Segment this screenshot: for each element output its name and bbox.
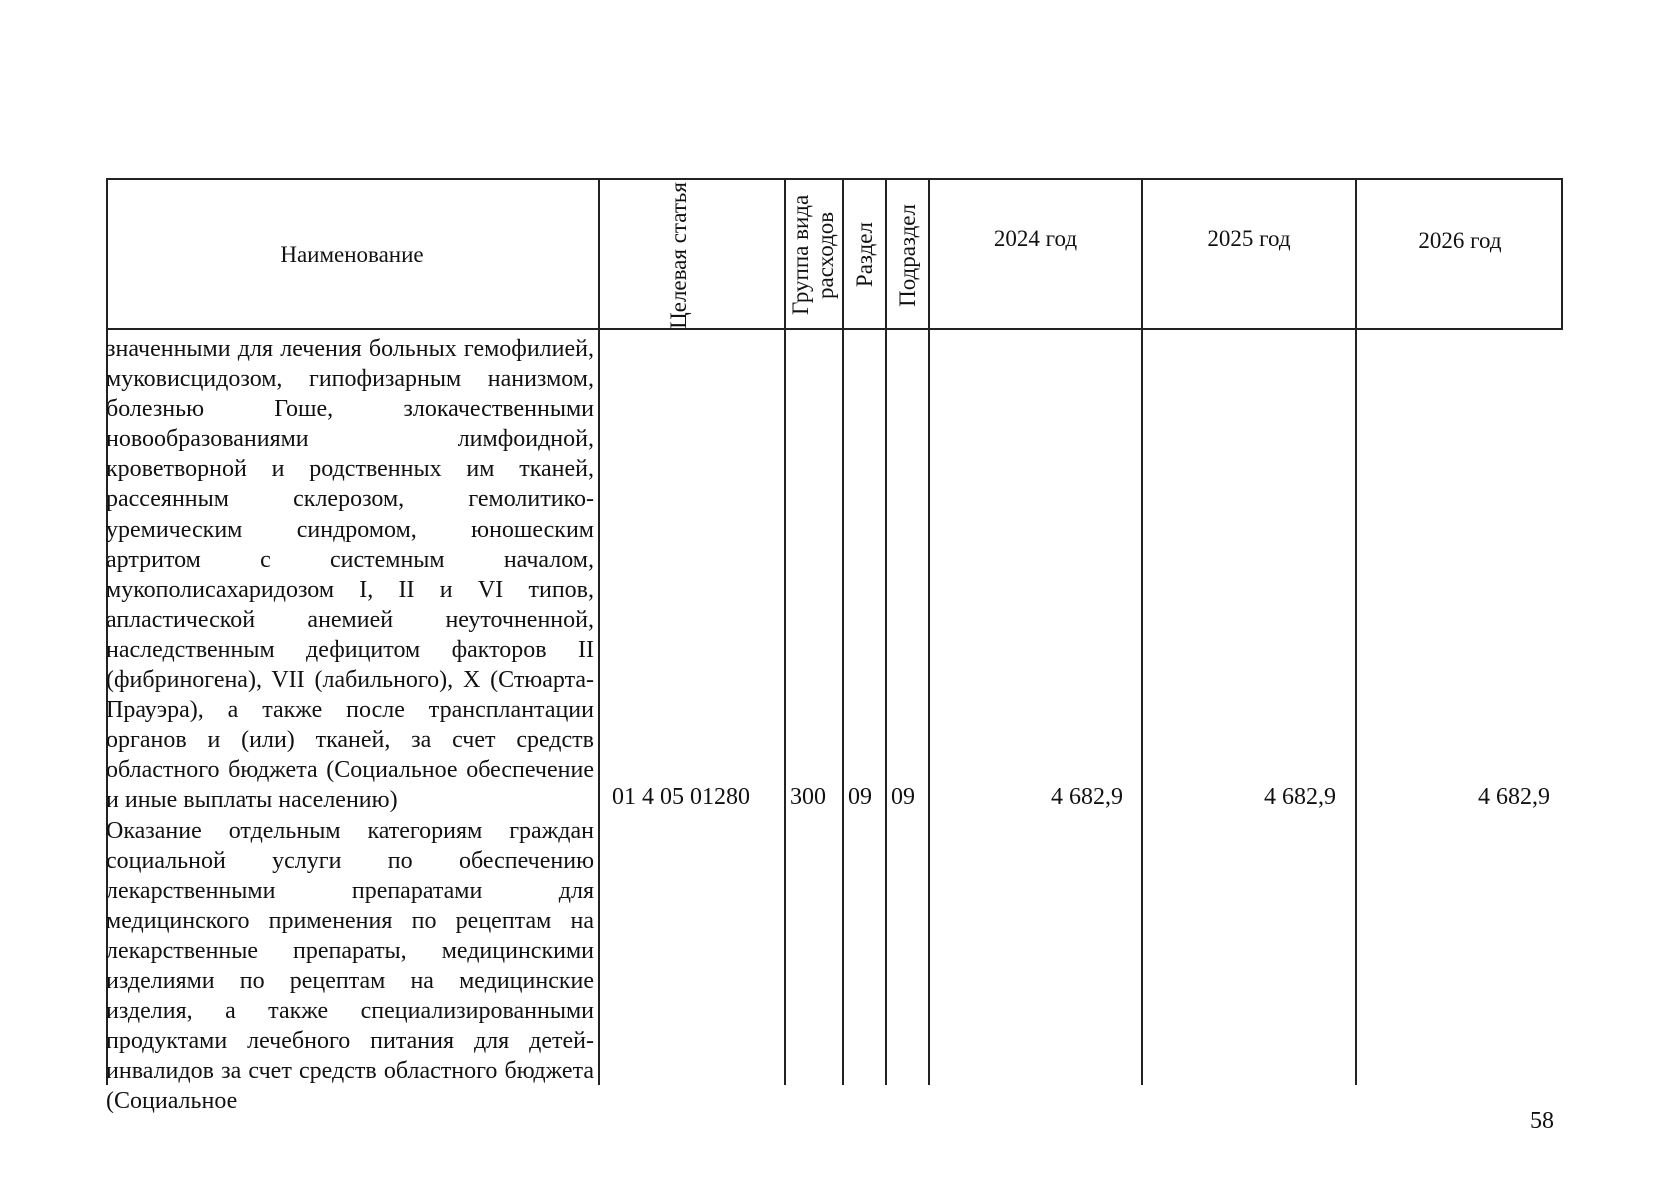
page-number: 58	[1530, 1108, 1554, 1134]
header-year-2024	[930, 180, 1141, 330]
header-section-text: Раздел	[852, 222, 877, 288]
column-border	[1141, 178, 1143, 1085]
row-name-cell	[106, 334, 594, 1116]
column-border	[784, 178, 786, 1085]
row-name-paragraph-2: Оказание отдельным категориям граждан социальной услуги по обеспечению лекарственными препаратами для медицинского применения по рецептам на лекарственные препараты, медицинскими изделиями по рецептам на медицинские изделия, а также специализированными продуктами лечебного питания для детей-инвалидов за счет средств областного бюджета (Социальное	[106, 817, 594, 1115]
column-border	[885, 178, 887, 1085]
cell-amount-2024: 4 682,9	[1051, 784, 1123, 810]
header-target-article-text: Целевая статья	[666, 181, 691, 329]
header-year-2026	[1357, 180, 1563, 330]
cell-subsection: 09	[891, 784, 915, 810]
header-year-2026-text: 2026 год	[1418, 228, 1502, 253]
table-header-row	[106, 178, 1563, 330]
header-name-text: Наименование	[280, 242, 424, 267]
header-subsection-text: Подраздел	[895, 203, 920, 307]
header-target-article	[600, 180, 784, 330]
header-year-2025	[1143, 180, 1355, 330]
cell-amount-2025: 4 682,9	[1264, 784, 1336, 810]
header-year-2024-text: 2024 год	[993, 226, 1078, 251]
header-name	[106, 180, 598, 330]
column-border	[1561, 178, 1563, 330]
header-expense-group	[786, 180, 842, 330]
header-expense-group-text: Группа вида расходов	[788, 194, 838, 316]
header-year-2025-text: 2025 год	[1207, 226, 1291, 251]
column-border	[928, 178, 930, 1085]
budget-table	[106, 178, 1563, 1115]
row-name-paragraph-1: значенными для лечения больных гемофилией, муковисцидозом, гипофизарным нанизмом, болезнью Гоше, злокачественными новообразованиями лимфоидной, кроветворной и родственных им тканей, рассеянным склерозом, гемолитико-уремическим синдромом, юношеским артритом с системным началом, мукополисахаридозом I, II и VI типов, апластической анемией неуточненной, наследственным дефицитом факторов II (фибриногена), VII (лабильного), X (Стюарта-Прауэра), а также после трансплантации органов и (или) тканей, за счет средств областного бюджета (Социальное обеспечение и иные выплаты населению)	[106, 336, 594, 814]
cell-amount-2026: 4 682,9	[1478, 784, 1550, 810]
column-border	[842, 178, 844, 1085]
cell-expense-group: 300	[790, 784, 826, 810]
header-subsection	[887, 180, 928, 330]
cell-section: 09	[848, 784, 872, 810]
column-border	[598, 178, 600, 1085]
header-section	[844, 180, 885, 330]
cell-target-article: 01 4 05 01280	[612, 784, 750, 810]
column-border	[1355, 178, 1357, 1085]
